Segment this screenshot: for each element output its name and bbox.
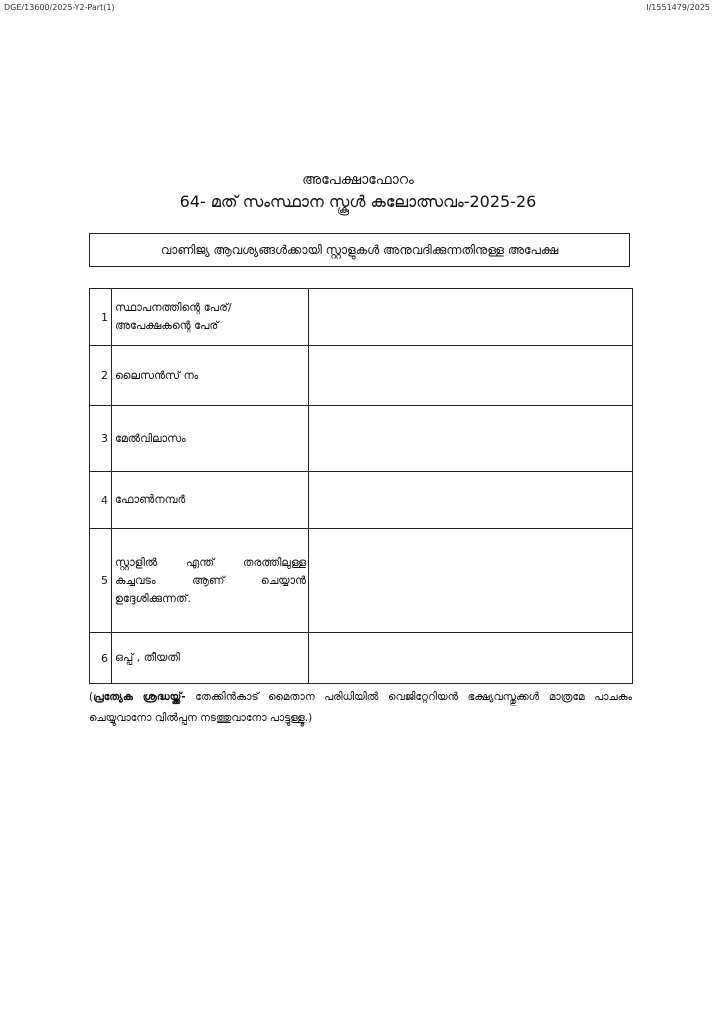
row-number: 3 <box>90 406 112 472</box>
form-row-phone-number <box>90 472 633 529</box>
address-field[interactable] <box>309 406 633 472</box>
row-label-line: ഫോൺനമ്പർ <box>115 493 186 506</box>
event-title: 64- മത് സംസ്ഥാന സ്കൂൾ കലോത്സവം-2025-26 <box>179 192 537 211</box>
phone-number-field[interactable] <box>309 472 633 529</box>
row-label <box>112 346 309 406</box>
row-number: 2 <box>90 346 112 406</box>
form-row-license-number <box>90 346 633 406</box>
row-label-line: ലൈസൻസ് നം <box>115 368 199 382</box>
form-row-address <box>90 406 633 472</box>
form-row-establishment-name <box>90 289 633 346</box>
row-label <box>112 633 309 684</box>
row-label-line: അപേക്ഷകന്റെ പേര് <box>115 319 219 332</box>
row-label-line: കച്ചവടം ആണ് ചെയ്യാൻ <box>115 573 306 587</box>
special-note <box>89 687 632 729</box>
business-type-field[interactable] <box>309 529 633 633</box>
establishment-name-field[interactable] <box>309 289 633 346</box>
row-label-line: ഒപ്പ് , തീയതി <box>115 651 180 664</box>
row-label-line: ഉദ്ദേശിക്കുന്നത്. <box>115 591 191 605</box>
signature-date-field[interactable] <box>309 633 633 684</box>
form-title: അപേക്ഷാഫോറം <box>302 172 414 188</box>
row-label-line: സ്റ്റാളിൽ എന്ത് തരത്തിലുള്ള <box>115 555 306 569</box>
row-label-line: സ്ഥാപനത്തിന്റെ പേര്/ <box>115 301 232 314</box>
subject-text: വാണിജ്യ ആവശ്യങ്ങൾക്കായി സ്റ്റാളുകൾ അനുവദിക്കുന്നതിനുള്ള അപേക്ഷ <box>160 242 559 257</box>
note-text: തേക്കിൻകാട് മൈതാന പരിധിയിൽ വെജിറ്റേറിയൻ ഭക്ഷ്യവസ്തുക്കൾ മാത്രമേ പാചകം ചെയ്യുവാനോ വിൽപ്പന നടത്തുവാനോ പാട്ടുള്ളൂ.) <box>89 691 632 724</box>
document-reference-number: DGE/13600/2025-Y2-Part(1) <box>4 3 115 12</box>
license-number-field[interactable] <box>309 346 633 406</box>
row-number: 6 <box>90 633 112 684</box>
file-reference-number: I/1551479/2025 <box>646 3 710 12</box>
form-row-signature-date <box>90 633 633 684</box>
row-label <box>112 406 309 472</box>
row-number: 5 <box>90 529 112 633</box>
row-number: 4 <box>90 472 112 529</box>
row-label-line: മേൽവിലാസം <box>115 431 186 445</box>
form-row-business-type <box>90 529 633 633</box>
row-label <box>112 289 309 346</box>
subject-box <box>89 233 630 267</box>
note-heading: പ്രത്യേക ശ്രദ്ധയ്ക്ക്- <box>93 691 186 703</box>
application-form-table <box>89 288 633 684</box>
row-number: 1 <box>90 289 112 346</box>
note-open-paren: ( <box>89 691 94 703</box>
row-label <box>112 472 309 529</box>
row-label <box>112 529 309 633</box>
